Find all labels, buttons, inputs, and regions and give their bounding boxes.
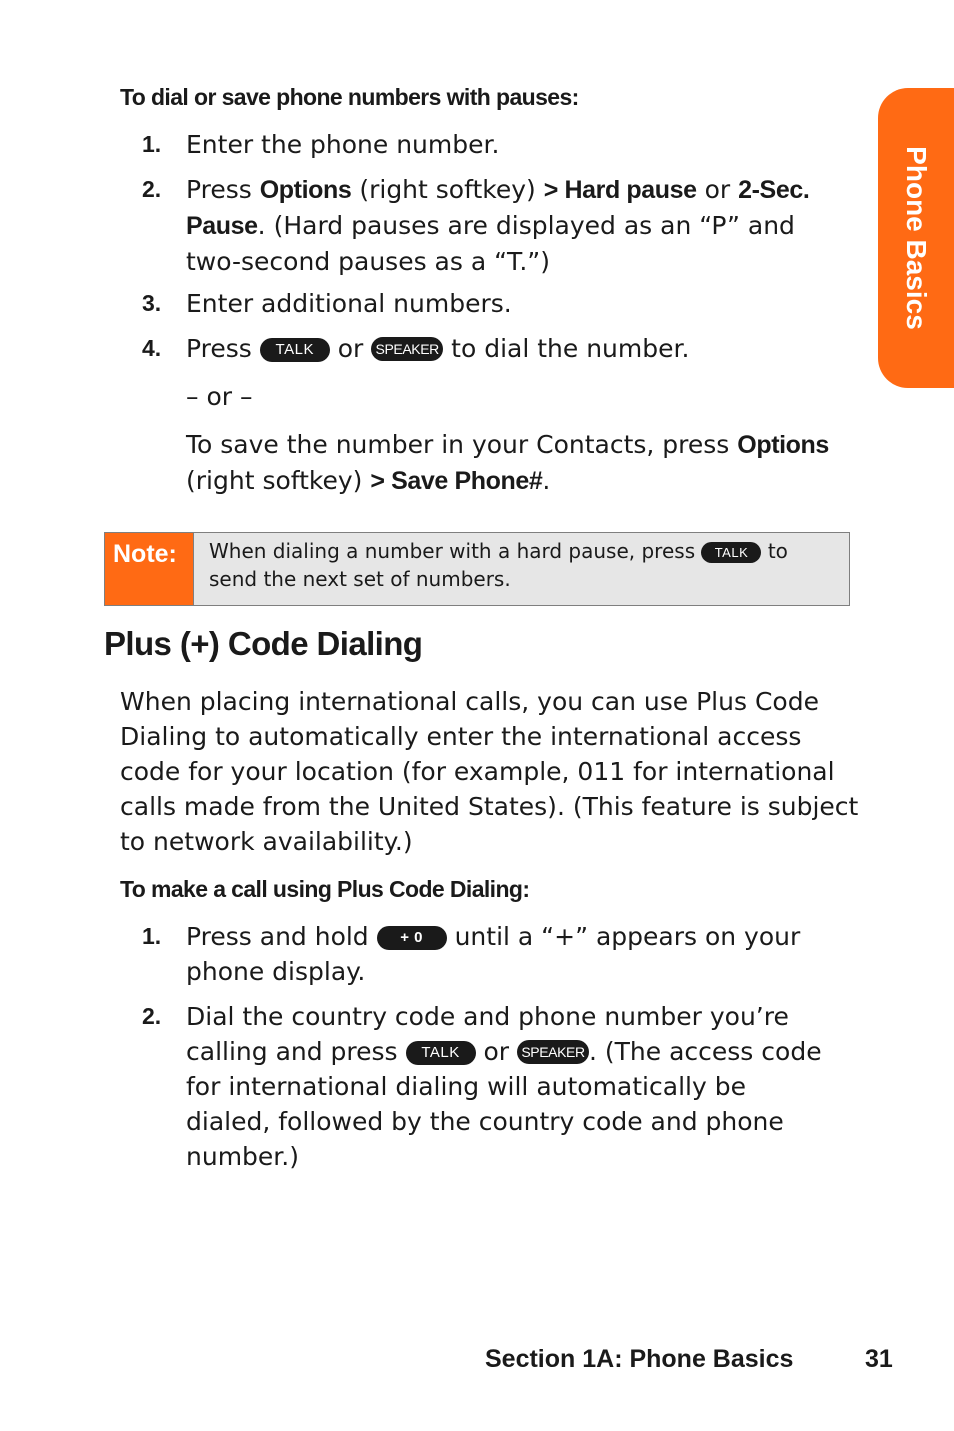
step-enter-additional — [142, 286, 832, 321]
step-press-talk — [142, 331, 832, 366]
text-run: to send the next set of numbers. — [209, 539, 788, 591]
text-run: Press and hold — [186, 922, 377, 951]
talk-key-icon: TALK — [260, 338, 330, 362]
talk-key-icon: TALK — [701, 542, 761, 563]
step-text — [186, 919, 832, 989]
step-press-hold-zero — [142, 919, 832, 989]
step-text: Enter the phone number. — [186, 130, 500, 159]
chapter-tab[interactable] — [878, 88, 954, 388]
hard-pause-menu-label: > Hard pause — [543, 176, 697, 204]
section-heading: Plus (+) Code Dialing — [104, 625, 423, 662]
two-sec-pause-menu-label: 2-Sec. Pause — [186, 176, 810, 240]
text-run: When dialing a number with a hard pause, press — [209, 539, 702, 563]
note-label: Note: — [105, 533, 194, 605]
step-press-options — [142, 172, 832, 279]
step-number: 2. — [142, 176, 162, 202]
text-run: to dial the number. — [443, 334, 690, 363]
text-run: . (Hard pauses are displayed as an “P” and two-second pauses as a “T.”) — [186, 211, 795, 276]
procedure-title-plus-code: To make a call using Plus Code Dialing: — [120, 876, 530, 902]
step-number: 2. — [142, 1003, 162, 1029]
text-run: or — [329, 334, 372, 363]
save-phone-menu-label: > Save Phone# — [370, 467, 543, 495]
procedure-title-pauses: To dial or save phone numbers with pauses: — [120, 84, 579, 110]
text-run: . — [542, 466, 551, 495]
step-text — [186, 331, 832, 366]
save-instructions — [186, 427, 846, 499]
step-text — [186, 999, 832, 1174]
step-dial-country-code — [142, 999, 832, 1174]
text-run: or — [475, 1037, 517, 1066]
text-run: (right softkey) — [351, 175, 544, 204]
page-number: 31 — [865, 1345, 893, 1373]
options-softkey-label: Options — [259, 176, 352, 204]
speaker-key-icon: SPEAKER — [517, 1040, 589, 1064]
note-text — [209, 537, 839, 593]
options-softkey-label: Options — [737, 431, 829, 459]
text-run: . (The access code for international dialing will automatically be dialed, followed by the country code and phone number.) — [186, 1037, 822, 1171]
text-run: (right softkey) — [186, 466, 371, 495]
footer-section-title: Section 1A: Phone Basics — [485, 1345, 794, 1373]
step-text — [186, 172, 832, 279]
step-number: 1. — [142, 923, 162, 949]
step-number: 1. — [142, 131, 162, 157]
talk-key-icon: TALK — [406, 1041, 476, 1065]
text-run: until a “+” appears on your phone display. — [186, 922, 801, 986]
note-box — [104, 532, 850, 606]
step-number: 3. — [142, 290, 162, 316]
speaker-key-icon: SPEAKER — [371, 337, 443, 361]
text-run: or — [696, 175, 739, 204]
text-run: To save the number in your Contacts, press — [186, 430, 738, 459]
zero-plus-key-icon: + 0 — [377, 926, 447, 950]
step-enter-number — [142, 127, 832, 162]
step-text: Enter additional numbers. — [186, 289, 512, 318]
text-run: Press — [186, 334, 260, 363]
text-run: Press — [186, 175, 260, 204]
step-number: 4. — [142, 335, 162, 361]
chapter-tab-label: Phone Basics — [901, 146, 932, 330]
or-separator: – or – — [186, 382, 253, 411]
text-run: Dial the country code and phone number you’re calling and press — [186, 1002, 789, 1066]
section-intro: When placing international calls, you can use Plus Code Dialing to automatically enter the international access code for your location (for example, 011 for international calls made from the United States). (This feature is subject to network availability.) — [120, 687, 859, 856]
